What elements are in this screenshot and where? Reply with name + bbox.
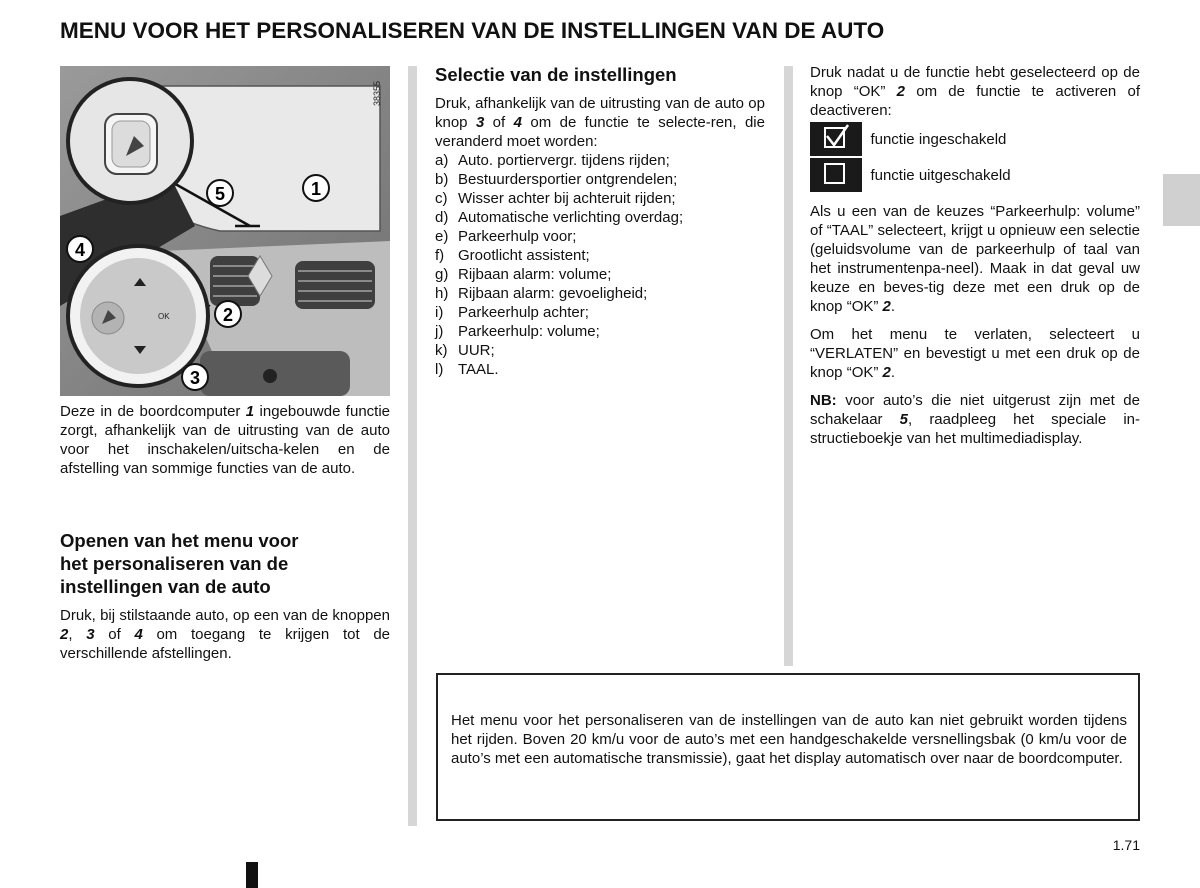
options-list [435, 151, 765, 379]
page-title: MENU VOOR HET PERSONALISEREN VAN DE INSTELLINGEN VAN DE AUTO [60, 18, 885, 43]
left-intro: Deze in de boordcomputer 1 ingebouwde functie zorgt, afhankelijk van de uitrusting van de auto voor het inschakelen/uitscha-kelen en de afstelling van sommige functies van de auto. [60, 403, 391, 477]
legend-disabled-label: functie uitgeschakeld [870, 166, 1011, 184]
nb-paragraph: NB: voor auto’s die niet uitgerust zijn met de schakelaar 5, raadpleeg het speciale in-structieboekje van het multimediadisplay. [810, 392, 1140, 447]
list-item: h) Rijbaan alarm: gevoeligheid; [435, 285, 648, 302]
list-item: d) Automatische verlichting overdag; [435, 209, 684, 226]
list-item: a) Auto. portiervergr. tijdens rijden; [435, 152, 670, 169]
callout-4-label: 4 [74, 240, 86, 260]
list-item: f) Grootlicht assistent; [435, 247, 590, 264]
chapter-edge-tab [1163, 174, 1200, 226]
callout-5 [207, 180, 233, 206]
warning-note-text: Het menu voor het personaliseren van de instellingen van de auto kan niet gebruikt worden tijdens het rijden. Boven 20 km/u voor de auto’s met een handgeschakelde versnellingsbak (0 km/u voor de auto’s met een automatische transmissie), gaat het display automatisch over naar de boordcomputer. [451, 712, 1127, 767]
selection-intro: Druk, afhankelijk van de uitrusting van de auto op knop 3 of 4 om de functie te selecte-ren, die veranderd moet worden: [435, 95, 765, 150]
left-heading: Openen van het menu voor het personaliseren van de instellingen van de auto [60, 530, 299, 597]
figure-ref-number: 38355 [372, 80, 382, 106]
activate-instruction: Druk nadat u de functie hebt geselecteerd op de knop “OK” 2 om de functie te activeren of deactiveren: [810, 64, 1140, 119]
ok-button-label: OK [158, 312, 170, 321]
callout-1-label: 1 [310, 179, 322, 199]
list-item: c) Wisser achter bij achteruit rijden; [435, 190, 676, 207]
callout-3 [182, 364, 208, 390]
callout-5-label: 5 [214, 184, 226, 204]
column-separator-left [408, 66, 417, 826]
list-item: k) UUR; [435, 342, 495, 359]
checkbox-checked-icon [810, 122, 862, 156]
list-item: l) TAAL. [435, 361, 499, 378]
print-mark [246, 862, 258, 888]
callout-4 [67, 236, 93, 262]
dashboard-drawing [60, 66, 390, 396]
warning-note-box [436, 673, 1140, 821]
list-item: j) Parkeerhulp: volume; [435, 323, 600, 340]
callout-2-label: 2 [222, 305, 234, 325]
selection-heading: Selectie van de instellingen [435, 64, 677, 85]
page-number: 1.71 [1112, 837, 1140, 853]
callout-2 [215, 301, 241, 327]
list-item: g) Rijbaan alarm: volume; [435, 266, 612, 283]
list-item: e) Parkeerhulp voor; [435, 228, 577, 245]
legend-disabled [810, 158, 1011, 192]
list-item: b) Bestuurdersportier ontgrendelen; [435, 171, 678, 188]
checkbox-unchecked-icon [810, 158, 862, 192]
parking-language-paragraph: Als u een van de keuzes “Parkeerhulp: volume” of “TAAL” selecteert, krijgt u opnieuw een selectie (geluidsvolume van de parkeerhulp of taal van het instrumentenpa-neel). Maak in dat geval uw keuze en beves-tig deze met een druk op de knop “OK” 2. [810, 203, 1140, 315]
exit-paragraph: Om het menu te verlaten, selecteert u “VERLATEN” en bevestigt u met een druk op de knop “OK” 2. [810, 326, 1140, 381]
callout-3-label: 3 [189, 368, 201, 388]
left-body: Druk, bij stilstaande auto, op een van de knoppen 2, 3 of 4 om toegang te krijgen tot de verschillende afstellingen. [60, 607, 390, 662]
list-item: i) Parkeerhulp achter; [435, 304, 589, 321]
callout-1 [303, 175, 329, 201]
dashboard-illustration [60, 66, 390, 396]
legend-enabled [810, 122, 1006, 156]
column-separator-right [784, 66, 793, 666]
legend-enabled-label: functie ingeschakeld [870, 130, 1007, 148]
